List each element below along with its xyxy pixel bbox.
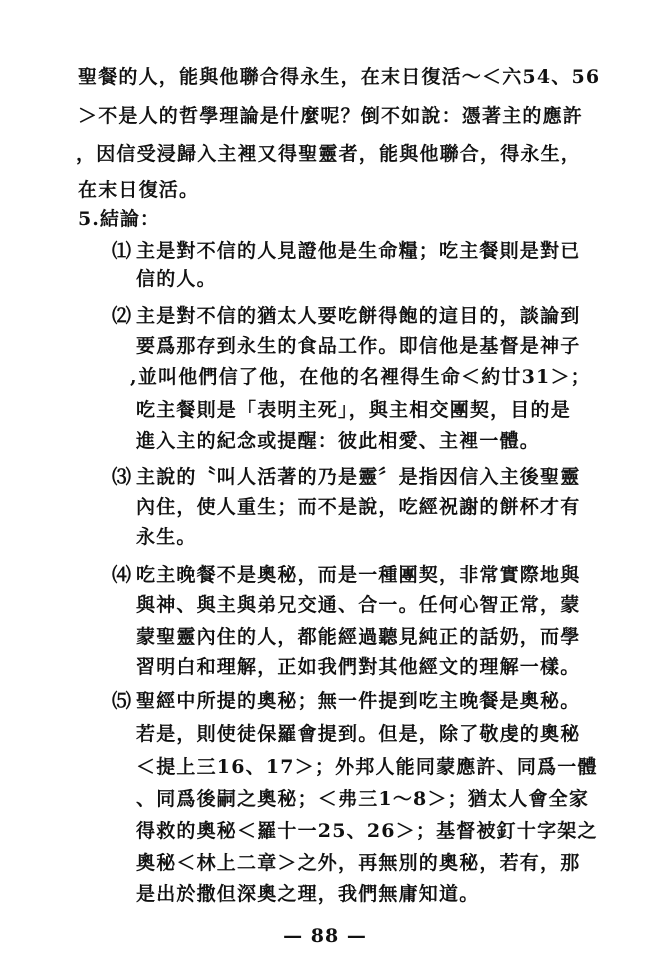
item-1-line-2: 信的人。	[136, 268, 217, 290]
intro-line-1: 聖餐的人，能與他聯合得永生，在末日復活～＜六54、56	[78, 66, 601, 88]
item-5-line-7: 是出於撒但深奧之理，我們無庸知道。	[136, 883, 480, 905]
item-2-line-2: 要爲那存到永生的食品工作。即信他是基督是神子	[136, 335, 581, 357]
item-4-marker: ⑷	[112, 564, 133, 586]
item-3-line-2: 內住，使人重生；而不是說，吃經祝謝的餅杯才有	[136, 496, 581, 518]
item-5-line-6: 奧秘＜林上二章＞之外，再無別的奧秘，若有，那	[136, 852, 581, 874]
item-1-text-1: 主是對不信的人見證他是生命糧；吃主餐則是對已	[136, 240, 581, 262]
item-4-line-4: 習明白和理解，正如我們對其他經文的理解一樣。	[136, 656, 581, 678]
intro-line-3: ，因信受浸歸入主裡又得聖靈者，能與他聯合，得永生，	[76, 143, 582, 165]
page-number: — 88 —	[283, 925, 367, 947]
intro-line-2: ＞不是人的哲學理論是什麼呢？倒不如說：憑著主的應許	[78, 105, 584, 127]
item-4-line-3: 蒙聖靈內住的人，都能經過聽見純正的話奶，而學	[136, 626, 581, 648]
item-5-line-4: 、同爲後嗣之奧秘；＜弗三1～8＞；猶太人會全家	[136, 788, 590, 810]
item-3-line-3: 永生。	[136, 526, 197, 548]
item-4-text-1: 吃主晚餐不是奧秘，而是一種團契，非常實際地與	[136, 564, 581, 586]
item-4-line-1	[112, 562, 580, 588]
item-3-line-1	[112, 464, 580, 490]
item-2-text-1: 主是對不信的猶太人要吃餅得飽的這目的，談論到	[136, 305, 581, 327]
item-3-marker: ⑶	[112, 466, 133, 488]
intro-line-4: 在末日復活。	[78, 179, 200, 201]
item-5-line-2: 若是，則使徒保羅會提到。但是，除了敬虔的奧秘	[136, 723, 581, 745]
item-5-line-3: ＜提上三16、17＞；外邦人能同蒙應許、同爲一體	[136, 756, 598, 778]
item-5-line-1	[112, 688, 580, 714]
section-heading: 5.結論：	[78, 208, 160, 230]
item-2-line-1	[112, 303, 580, 329]
item-1-marker: ⑴	[112, 240, 133, 262]
item-1-line-1	[112, 238, 580, 264]
item-3-text-1: 主說的〝叫人活著的乃是靈〞是指因信入主後聖靈	[136, 466, 581, 488]
item-5-marker: ⑸	[112, 690, 133, 712]
item-5-line-5: 得救的奧秘＜羅十一25、26＞；基督被釘十字架之	[136, 820, 598, 842]
item-5-text-1: 聖經中所提的奧秘；無一件提到吃主晚餐是奧秘。	[136, 690, 581, 712]
item-2-marker: ⑵	[112, 305, 133, 327]
item-4-line-2: 與神、與主與弟兄交通、合一。任何心智正常，蒙	[136, 594, 581, 616]
item-2-line-5: 進入主的紀念或提醒：彼此相愛、主裡一體。	[136, 430, 541, 452]
item-2-line-3: ,並叫他們信了他，在他的名裡得生命＜約廿31＞；	[130, 366, 591, 388]
item-2-line-4: 吃主餐則是「表明主死」，與主相交團契，目的是	[136, 399, 571, 421]
